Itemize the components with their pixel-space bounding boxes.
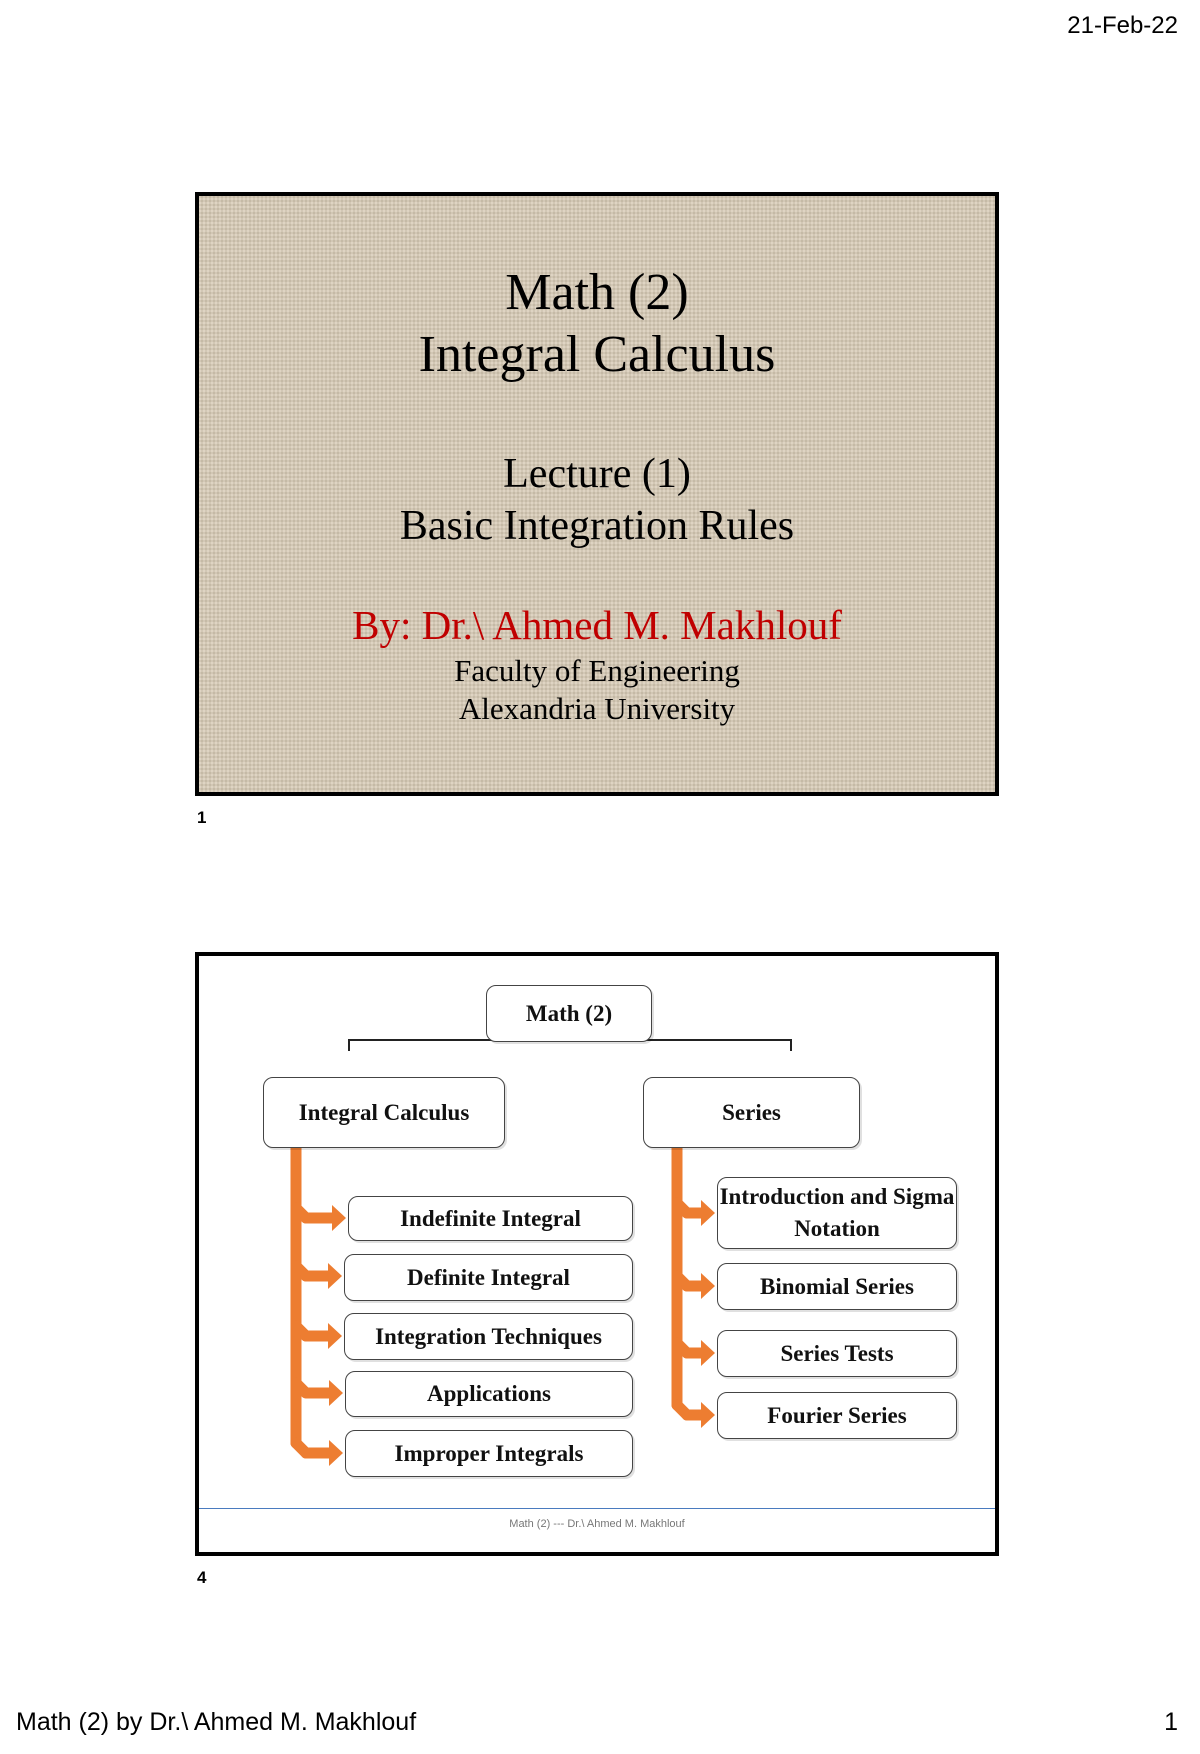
topic-applications: Applications — [345, 1371, 633, 1417]
topic-indefinite-integral: Indefinite Integral — [348, 1196, 633, 1241]
lecture-topic: Basic Integration Rules — [399, 503, 795, 549]
root-node: Math (2) — [486, 985, 652, 1042]
topic-series-tests: Series Tests — [717, 1330, 957, 1377]
lecture-label: Lecture (1) — [503, 451, 691, 497]
branch-0-arrowhead-1 — [328, 1263, 342, 1289]
branch-1-arrowhead-2 — [701, 1340, 715, 1366]
topic-definite-integral: Definite Integral — [344, 1254, 633, 1301]
slide-number-4: 4 — [197, 1568, 207, 1587]
title-slide — [195, 192, 999, 796]
topic-improper-integrals: Improper Integrals — [345, 1430, 633, 1477]
slide-title-line2: Integral Calculus — [418, 326, 776, 383]
branch-1-arrowhead-0 — [701, 1200, 715, 1226]
branch-integral-calculus: Integral Calculus — [263, 1077, 505, 1148]
page-date: 21-Feb-22 — [1067, 12, 1178, 39]
slide-number-1: 1 — [197, 808, 207, 827]
university-line: Alexandria University — [458, 691, 736, 726]
branch-1-arrowhead-1 — [701, 1273, 715, 1299]
branch-0-arrowhead-2 — [328, 1323, 342, 1349]
slide-title-line1: Math (2) — [505, 264, 689, 321]
topic-binomial-series: Binomial Series — [717, 1263, 957, 1310]
page-footer-title: Math (2) by Dr.\ Ahmed M. Makhlouf — [16, 1708, 417, 1736]
topic-fourier-series: Fourier Series — [717, 1392, 957, 1439]
author-line: By: Dr.\ Ahmed M. Makhlouf — [352, 602, 842, 648]
branch-0-arrowhead-4 — [329, 1440, 343, 1466]
branch-0-arrowhead-3 — [329, 1380, 343, 1406]
slide-footer-text: Math (2) --- Dr.\ Ahmed M. Makhlouf — [509, 1518, 685, 1530]
slide-footer-divider — [199, 1508, 995, 1509]
overview-slide — [195, 952, 999, 1556]
topic-integration-techniques: Integration Techniques — [344, 1313, 633, 1360]
topic-introduction-sigma: Introduction and Sigma Notation — [717, 1177, 957, 1249]
branch-1-arrowhead-3 — [701, 1402, 715, 1428]
page-footer-number: 1 — [1164, 1708, 1178, 1736]
faculty-line: Faculty of Engineering — [454, 653, 740, 688]
branch-0-arrowhead-0 — [332, 1205, 346, 1231]
branch-series: Series — [643, 1077, 860, 1148]
